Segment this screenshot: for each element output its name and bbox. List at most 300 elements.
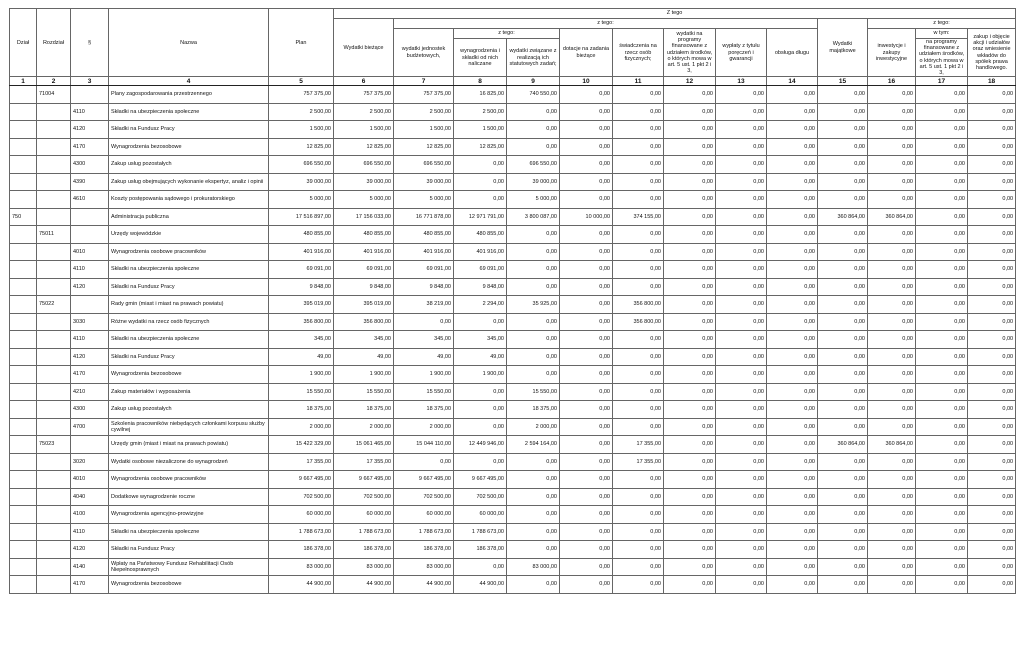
- cell-value: 0,00: [868, 383, 916, 401]
- cell-value: 0,00: [560, 313, 613, 331]
- cell-value: 0,00: [767, 366, 818, 384]
- table-row: [10, 261, 1016, 279]
- cell-value: 0,00: [613, 418, 664, 436]
- cell-value: 69 091,00: [269, 261, 334, 279]
- column-number: 12: [664, 77, 716, 86]
- cell-rozdzial: [37, 541, 71, 559]
- cell-value: 0,00: [394, 453, 454, 471]
- cell-value: 0,00: [968, 138, 1016, 156]
- cell-value: 9 667 495,00: [394, 471, 454, 489]
- cell-value: 0,00: [664, 103, 716, 121]
- table-row: [10, 383, 1016, 401]
- cell-value: 0,00: [560, 86, 613, 104]
- table-row: [10, 576, 1016, 594]
- cell-nazwa: Składki na ubezpieczenia społeczne: [109, 523, 269, 541]
- cell-value: 0,00: [767, 86, 818, 104]
- cell-value: 0,00: [716, 471, 767, 489]
- cell-value: 0,00: [818, 348, 868, 366]
- cell-value: 5 000,00: [269, 191, 334, 209]
- cell-value: 1 500,00: [454, 121, 507, 139]
- cell-value: 702 500,00: [454, 488, 507, 506]
- cell-value: 0,00: [767, 121, 818, 139]
- cell-value: 39 000,00: [334, 173, 394, 191]
- cell-value: 0,00: [968, 366, 1016, 384]
- cell-value: 0,00: [818, 541, 868, 559]
- cell-dzial: [10, 436, 37, 454]
- cell-value: 0,00: [767, 296, 818, 314]
- cell-value: 0,00: [916, 366, 968, 384]
- cell-value: 0,00: [560, 103, 613, 121]
- cell-value: 49,00: [454, 348, 507, 366]
- cell-paragraf: 4210: [71, 383, 109, 401]
- cell-value: 0,00: [868, 541, 916, 559]
- cell-value: 0,00: [868, 103, 916, 121]
- cell-value: 0,00: [507, 471, 560, 489]
- cell-value: 0,00: [916, 576, 968, 594]
- table-row: [10, 278, 1016, 296]
- cell-value: 360 864,00: [818, 208, 868, 226]
- cell-value: 0,00: [716, 191, 767, 209]
- cell-value: 0,00: [664, 401, 716, 419]
- cell-value: 0,00: [507, 313, 560, 331]
- cell-value: 44 900,00: [269, 576, 334, 594]
- cell-dzial: [10, 576, 37, 594]
- cell-value: 0,00: [868, 331, 916, 349]
- cell-value: 0,00: [968, 313, 1016, 331]
- table-row: [10, 121, 1016, 139]
- cell-value: 0,00: [664, 453, 716, 471]
- cell-value: 17 156 033,00: [334, 208, 394, 226]
- cell-nazwa: Wynagrodzenia osobowe pracowników: [109, 243, 269, 261]
- cell-dzial: [10, 243, 37, 261]
- cell-value: 0,00: [818, 523, 868, 541]
- cell-value: 0,00: [868, 348, 916, 366]
- cell-nazwa: Administracja publiczna: [109, 208, 269, 226]
- column-number: 10: [560, 77, 613, 86]
- col-header-zakup-akcji: zakup i objęcie akcji i udziałów oraz wniesienie wkładów do spółek prawa handlowego.: [968, 29, 1016, 77]
- cell-nazwa: Wydatki osobowe niezaliczone do wynagrodzeń: [109, 453, 269, 471]
- header-w-tym: w tym:: [916, 29, 968, 39]
- cell-value: 696 550,00: [269, 156, 334, 174]
- cell-value: 0,00: [767, 523, 818, 541]
- col-header-plan: Plan: [269, 9, 334, 77]
- cell-paragraf: 3020: [71, 453, 109, 471]
- cell-value: 0,00: [916, 313, 968, 331]
- cell-value: 69 091,00: [394, 261, 454, 279]
- cell-value: 12 449 946,00: [454, 436, 507, 454]
- cell-value: 480 855,00: [394, 226, 454, 244]
- budget-table: [9, 8, 1016, 594]
- cell-value: 44 900,00: [454, 576, 507, 594]
- cell-value: 0,00: [716, 103, 767, 121]
- cell-value: 0,00: [716, 436, 767, 454]
- cell-value: 0,00: [560, 488, 613, 506]
- cell-value: 0,00: [507, 103, 560, 121]
- cell-value: 0,00: [916, 86, 968, 104]
- cell-value: 1 788 673,00: [334, 523, 394, 541]
- cell-value: 0,00: [968, 348, 1016, 366]
- cell-value: 0,00: [560, 331, 613, 349]
- cell-value: 0,00: [968, 208, 1016, 226]
- header-z-tego-biezace: z tego:: [394, 19, 818, 29]
- cell-value: 0,00: [968, 103, 1016, 121]
- table-row: [10, 436, 1016, 454]
- cell-value: 757 375,00: [269, 86, 334, 104]
- cell-nazwa: Urzędy gmin (miast i miast na prawach powiatu): [109, 436, 269, 454]
- cell-value: 0,00: [767, 156, 818, 174]
- cell-value: 0,00: [560, 541, 613, 559]
- cell-value: 0,00: [916, 261, 968, 279]
- cell-value: 69 091,00: [454, 261, 507, 279]
- cell-dzial: [10, 558, 37, 576]
- cell-value: 0,00: [868, 488, 916, 506]
- cell-value: 0,00: [664, 331, 716, 349]
- table-row: [10, 191, 1016, 209]
- cell-value: 0,00: [868, 261, 916, 279]
- cell-dzial: [10, 488, 37, 506]
- cell-value: 0,00: [716, 366, 767, 384]
- cell-value: 0,00: [767, 506, 818, 524]
- cell-value: 0,00: [613, 86, 664, 104]
- cell-paragraf: 4120: [71, 121, 109, 139]
- cell-rozdzial: [37, 208, 71, 226]
- cell-paragraf: 4170: [71, 576, 109, 594]
- cell-value: 0,00: [968, 331, 1016, 349]
- cell-value: 0,00: [767, 278, 818, 296]
- col-header-wydatki-programy: wydatki na programy finansowane z udziałem środków, o których mowa w art. 5 ust. 1 pkt 2 i 3,: [664, 29, 716, 77]
- cell-value: 0,00: [818, 226, 868, 244]
- cell-nazwa: Składki na Fundusz Pracy: [109, 348, 269, 366]
- cell-value: 0,00: [818, 401, 868, 419]
- cell-rozdzial: [37, 401, 71, 419]
- cell-value: 0,00: [716, 208, 767, 226]
- cell-value: 5 000,00: [334, 191, 394, 209]
- cell-value: 0,00: [560, 261, 613, 279]
- cell-value: 0,00: [818, 138, 868, 156]
- cell-nazwa: Plany zagospodarowania przestrzennego: [109, 86, 269, 104]
- cell-value: 0,00: [507, 331, 560, 349]
- cell-value: 0,00: [716, 278, 767, 296]
- cell-value: 0,00: [868, 523, 916, 541]
- cell-value: 0,00: [613, 278, 664, 296]
- cell-value: 0,00: [664, 576, 716, 594]
- cell-value: 12 825,00: [394, 138, 454, 156]
- cell-nazwa: Składki na ubezpieczenia społeczne: [109, 331, 269, 349]
- cell-value: 0,00: [507, 506, 560, 524]
- column-number: 8: [454, 77, 507, 86]
- table-row: [10, 296, 1016, 314]
- cell-value: 0,00: [613, 383, 664, 401]
- cell-paragraf: [71, 436, 109, 454]
- cell-dzial: [10, 418, 37, 436]
- cell-rozdzial: [37, 383, 71, 401]
- cell-value: 15 061 465,00: [334, 436, 394, 454]
- cell-value: 9 667 495,00: [269, 471, 334, 489]
- cell-nazwa: Wynagrodzenia osobowe pracowników: [109, 471, 269, 489]
- cell-value: 0,00: [613, 191, 664, 209]
- cell-value: 15 044 110,00: [394, 436, 454, 454]
- cell-value: 0,00: [818, 296, 868, 314]
- cell-value: 0,00: [767, 226, 818, 244]
- cell-nazwa: Dodatkowe wynagrodzenie roczne: [109, 488, 269, 506]
- cell-value: 0,00: [716, 331, 767, 349]
- cell-paragraf: 3030: [71, 313, 109, 331]
- cell-value: 1 900,00: [394, 366, 454, 384]
- cell-value: 0,00: [818, 156, 868, 174]
- cell-value: 0,00: [716, 576, 767, 594]
- cell-dzial: [10, 523, 37, 541]
- cell-value: 0,00: [968, 278, 1016, 296]
- cell-dzial: [10, 121, 37, 139]
- cell-value: 0,00: [818, 331, 868, 349]
- cell-nazwa: Zakup usług pozostałych: [109, 156, 269, 174]
- cell-paragraf: 4170: [71, 138, 109, 156]
- col-header-wydatki-statutowe: wydatki związane z realizacją ich statutowych zadań;: [507, 39, 560, 77]
- cell-value: 0,00: [507, 541, 560, 559]
- cell-value: 0,00: [968, 436, 1016, 454]
- cell-paragraf: [71, 86, 109, 104]
- table-row: [10, 401, 1016, 419]
- cell-value: 0,00: [767, 576, 818, 594]
- cell-value: 1 788 673,00: [269, 523, 334, 541]
- cell-value: 0,00: [916, 208, 968, 226]
- cell-value: 0,00: [664, 243, 716, 261]
- cell-rozdzial: [37, 173, 71, 191]
- cell-value: 0,00: [968, 471, 1016, 489]
- cell-value: 0,00: [613, 156, 664, 174]
- cell-value: 1 788 673,00: [394, 523, 454, 541]
- cell-value: 0,00: [916, 173, 968, 191]
- cell-value: 0,00: [868, 401, 916, 419]
- cell-rozdzial: [37, 243, 71, 261]
- cell-rozdzial: [37, 313, 71, 331]
- cell-value: 0,00: [454, 453, 507, 471]
- cell-value: 0,00: [968, 506, 1016, 524]
- cell-value: 39 000,00: [394, 173, 454, 191]
- cell-value: 0,00: [767, 313, 818, 331]
- cell-value: 0,00: [613, 558, 664, 576]
- cell-value: 0,00: [664, 226, 716, 244]
- cell-value: 186 378,00: [334, 541, 394, 559]
- cell-value: 0,00: [916, 331, 968, 349]
- cell-value: 0,00: [868, 121, 916, 139]
- cell-value: 2 000,00: [507, 418, 560, 436]
- cell-value: 0,00: [868, 191, 916, 209]
- cell-value: 0,00: [560, 191, 613, 209]
- cell-rozdzial: [37, 418, 71, 436]
- cell-value: 0,00: [818, 86, 868, 104]
- cell-value: 0,00: [968, 121, 1016, 139]
- cell-paragraf: 4100: [71, 506, 109, 524]
- cell-nazwa: Wynagrodzenia bezosobowe: [109, 138, 269, 156]
- cell-value: 0,00: [664, 558, 716, 576]
- cell-value: 345,00: [334, 331, 394, 349]
- cell-dzial: [10, 331, 37, 349]
- cell-value: 0,00: [716, 243, 767, 261]
- cell-value: 0,00: [560, 506, 613, 524]
- cell-value: 0,00: [916, 383, 968, 401]
- cell-value: 0,00: [767, 173, 818, 191]
- table-header: [10, 9, 1016, 86]
- cell-value: 0,00: [916, 541, 968, 559]
- cell-value: 0,00: [767, 488, 818, 506]
- cell-value: 401 916,00: [334, 243, 394, 261]
- cell-value: 17 355,00: [613, 436, 664, 454]
- cell-paragraf: 4120: [71, 278, 109, 296]
- cell-rozdzial: 75022: [37, 296, 71, 314]
- cell-rozdzial: [37, 366, 71, 384]
- cell-value: 0,00: [560, 436, 613, 454]
- cell-value: 0,00: [664, 173, 716, 191]
- cell-value: 0,00: [818, 173, 868, 191]
- cell-paragraf: 4120: [71, 541, 109, 559]
- cell-value: 0,00: [818, 453, 868, 471]
- table-row: [10, 173, 1016, 191]
- cell-value: 0,00: [716, 138, 767, 156]
- table-row: [10, 348, 1016, 366]
- cell-value: 696 550,00: [334, 156, 394, 174]
- cell-paragraf: 4170: [71, 366, 109, 384]
- cell-value: 0,00: [664, 121, 716, 139]
- cell-value: 9 848,00: [454, 278, 507, 296]
- cell-value: 0,00: [716, 121, 767, 139]
- cell-value: 12 825,00: [269, 138, 334, 156]
- cell-dzial: [10, 401, 37, 419]
- cell-value: 18 375,00: [394, 401, 454, 419]
- cell-dzial: [10, 541, 37, 559]
- cell-paragraf: 4300: [71, 401, 109, 419]
- cell-value: 17 516 897,00: [269, 208, 334, 226]
- column-number: 15: [818, 77, 868, 86]
- cell-value: 0,00: [716, 261, 767, 279]
- col-header-inwestycje: inwestycje i zakupy inwestycyjne: [868, 29, 916, 77]
- cell-value: 0,00: [818, 121, 868, 139]
- cell-paragraf: 4010: [71, 471, 109, 489]
- cell-value: 0,00: [968, 226, 1016, 244]
- cell-dzial: [10, 278, 37, 296]
- cell-value: 0,00: [716, 348, 767, 366]
- cell-value: 0,00: [507, 453, 560, 471]
- col-header-wydatki-biezace: Wydatki bieżące: [334, 19, 394, 77]
- cell-value: 39 000,00: [269, 173, 334, 191]
- cell-value: 0,00: [507, 121, 560, 139]
- table-row: [10, 226, 1016, 244]
- cell-value: 60 000,00: [394, 506, 454, 524]
- cell-paragraf: 4390: [71, 173, 109, 191]
- cell-value: 0,00: [818, 418, 868, 436]
- cell-dzial: [10, 383, 37, 401]
- cell-nazwa: Zakup usług pozostałych: [109, 401, 269, 419]
- cell-value: 0,00: [767, 541, 818, 559]
- cell-value: 0,00: [560, 121, 613, 139]
- cell-value: 0,00: [968, 243, 1016, 261]
- cell-value: 0,00: [613, 103, 664, 121]
- cell-value: 9 667 495,00: [454, 471, 507, 489]
- cell-value: 0,00: [868, 506, 916, 524]
- cell-nazwa: Wpłaty na Państwowy Fundusz Rehabilitacji Osób Niepełnosprawnych: [109, 558, 269, 576]
- cell-value: 16 771 878,00: [394, 208, 454, 226]
- cell-value: 0,00: [664, 506, 716, 524]
- cell-value: 0,00: [560, 296, 613, 314]
- cell-value: 0,00: [767, 208, 818, 226]
- cell-value: 5 000,00: [507, 191, 560, 209]
- cell-value: 2 500,00: [454, 103, 507, 121]
- cell-dzial: 750: [10, 208, 37, 226]
- cell-rozdzial: [37, 523, 71, 541]
- column-number: 7: [394, 77, 454, 86]
- cell-value: 0,00: [613, 523, 664, 541]
- cell-value: 0,00: [868, 226, 916, 244]
- cell-value: 0,00: [968, 541, 1016, 559]
- col-header-wydatki-majatkowe: Wydatki majątkowe: [818, 19, 868, 77]
- cell-value: 15 550,00: [394, 383, 454, 401]
- cell-paragraf: 4120: [71, 348, 109, 366]
- col-header-paragraf: §: [71, 9, 109, 77]
- cell-rozdzial: [37, 103, 71, 121]
- table-row: [10, 156, 1016, 174]
- cell-value: 15 550,00: [334, 383, 394, 401]
- cell-rozdzial: [37, 278, 71, 296]
- cell-value: 0,00: [868, 558, 916, 576]
- cell-value: 0,00: [507, 261, 560, 279]
- cell-value: 0,00: [767, 453, 818, 471]
- cell-value: 2 500,00: [334, 103, 394, 121]
- cell-rozdzial: [37, 576, 71, 594]
- cell-value: 0,00: [664, 86, 716, 104]
- cell-value: 0,00: [916, 401, 968, 419]
- cell-value: 0,00: [968, 488, 1016, 506]
- cell-value: 2 000,00: [394, 418, 454, 436]
- column-number: 4: [109, 77, 269, 86]
- cell-value: 696 550,00: [394, 156, 454, 174]
- cell-value: 345,00: [269, 331, 334, 349]
- cell-value: 83 000,00: [269, 558, 334, 576]
- table-row: [10, 471, 1016, 489]
- cell-value: 401 916,00: [454, 243, 507, 261]
- cell-value: 0,00: [716, 313, 767, 331]
- cell-dzial: [10, 296, 37, 314]
- cell-value: 0,00: [507, 366, 560, 384]
- cell-value: 0,00: [613, 138, 664, 156]
- cell-dzial: [10, 191, 37, 209]
- cell-value: 0,00: [664, 261, 716, 279]
- table-row: [10, 523, 1016, 541]
- cell-value: 2 594 164,00: [507, 436, 560, 454]
- cell-value: 0,00: [613, 121, 664, 139]
- cell-value: 0,00: [664, 523, 716, 541]
- cell-value: 0,00: [664, 436, 716, 454]
- cell-value: 0,00: [664, 138, 716, 156]
- cell-value: 60 000,00: [269, 506, 334, 524]
- cell-value: 60 000,00: [454, 506, 507, 524]
- table-row: [10, 541, 1016, 559]
- cell-value: 0,00: [716, 296, 767, 314]
- cell-value: 15 550,00: [269, 383, 334, 401]
- cell-dzial: [10, 226, 37, 244]
- cell-value: 83 000,00: [394, 558, 454, 576]
- cell-value: 0,00: [716, 86, 767, 104]
- column-number: 3: [71, 77, 109, 86]
- cell-value: 0,00: [916, 296, 968, 314]
- cell-value: 0,00: [613, 243, 664, 261]
- cell-value: 0,00: [916, 471, 968, 489]
- cell-value: 0,00: [818, 383, 868, 401]
- cell-value: 0,00: [560, 383, 613, 401]
- cell-value: 740 550,00: [507, 86, 560, 104]
- column-number: 18: [968, 77, 1016, 86]
- header-z-tego-jednostek: z tego:: [454, 29, 560, 39]
- cell-value: 0,00: [613, 261, 664, 279]
